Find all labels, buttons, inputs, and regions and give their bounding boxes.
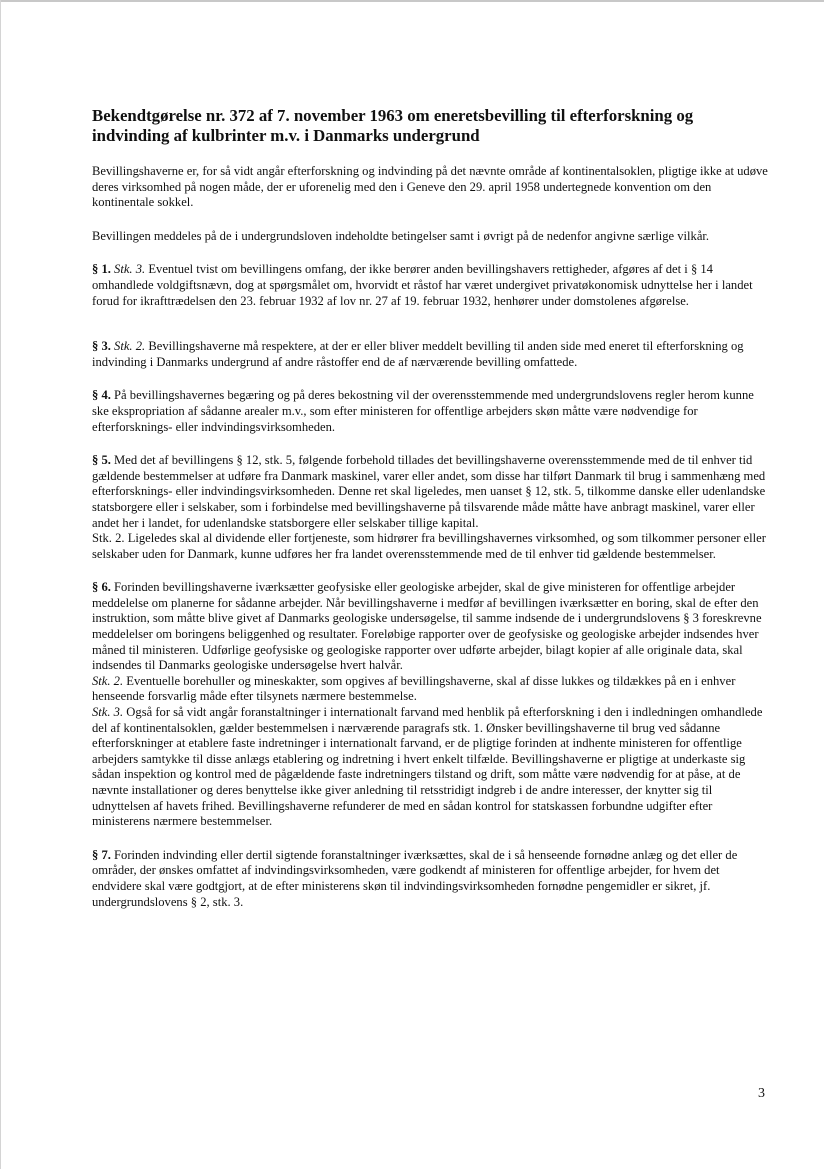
section-6-text: Forinden bevillingshaverne iværksætter geofysiske eller geologiske arbejder, skal de give ministeren for offentlige arbejder meddelelse om planerne for sådanne arbejder. Når bevillingshaverne i medfør af bevillingen iværksætter en boring, skal de efter den instruktion, som måtte blive givet af Danmarks geologiske undersøgelse, til samme indsende de i undergrundslovens § 3 foreskrevne meddelelser om boringens beliggenhed og resultater. Foreløbige rapporter over de geofysiske og geologiske arbejder indsendes hver måned til ministeren. Udførlige geofysiske og geologiske rapporter over udførte arbejder, bilagt kopier af alle originale data, skal indsendes til Danmarks geologiske undersøgelse hvert halvår. — [92, 580, 762, 673]
section-6-stk-2-label: Stk. 2. — [92, 673, 124, 688]
section-1 — [92, 262, 768, 309]
section-6-stk-3 — [92, 705, 768, 830]
intro-paragraph-2: Bevillingen meddeles på de i undergrundsloven indeholdte betingelser samt i øvrigt på de nedenfor angivne særlige vilkår. — [92, 228, 710, 243]
section-7-heading: § 7. — [92, 847, 111, 862]
section-6-heading: § 6. — [92, 580, 111, 595]
page-number: 3 — [758, 1086, 765, 1101]
section-6-stk-2 — [92, 674, 768, 705]
section-1-stk-label: Stk. 3. — [114, 262, 146, 277]
section-5-text: Med det af bevillingens § 12, stk. 5, følgende forbehold tillades det bevillingshaverne overensstemmende med de til enhver tid gældende bestemmelser at udføre fra Danmark maskinel, varer eller andet, som disse har tilført Danmark til brug i sammenhæng med efterforsknings- eller indvindingsvirksomheden. Denne ret skal ligeledes, men uanset § 12, stk. 5, tilkomme danske eller udenlandske statsborgere eller i selskaber, som i forbindelse med bevillingshaverne på tilsvarende måde måtte have anbragt maskinel, varer eller andet her i landet, for udenlandske statsborgere eller selskaber tillige kapital. — [92, 453, 766, 530]
section-7-text: Forinden indvinding eller dertil sigtende foranstaltninger iværksættes, skal de i så henseende fornødne anlæg og det eller de områder, der ønskes omfattet af indvindingsvirksomheden, være godkendt af ministeren for offentlige arbejder, for hvem det endvidere skal være godtgjort, at de efter ministerens skøn til indvindingsvirksomheden fornødne pengemidler er sikret, jf. undergrundslovens § 2, stk. 3. — [92, 847, 738, 909]
section-6-stk-3-label: Stk. 3. — [92, 705, 124, 720]
section-1-heading: § 1. — [92, 262, 111, 277]
section-4-text: På bevillingshavernes begæring og på deres bekostning vil der overensstemmende med undergrundslovens regler herom kunne ske ekspropriation af sådanne arealer m.v., som efter ministeren for offentlige arbejders skøn måtte være nødvendige for efterforsknings- eller indvindingsvirksomheden. — [92, 388, 754, 434]
section-5-stk-1 — [92, 453, 768, 531]
section-4 — [92, 388, 768, 435]
section-6-stk-3-text: Også for så vidt angår foranstaltninger i internationalt farvand med henblik på efterforskning i den i indledningen omhandlede del af kontinentalsoklen, gælder bestemmelsen i nærværende paragrafs stk. 1. Ønsker bevillingshaverne til brug ved sådanne efterforskninger at etablere faste indretninger i internationalt farvand, er de pligtige forinden at indhente ministeren for offentlige arbejders samtykke til disse anlægs etablering og indretning i hvert enkelt tilfælde. Bevillingshaverne er pligtige at underkaste sig sådan inspektion og kontrol med de pågældende faste indretningers tilstand og drift, som måtte være nødvendig for at påse, at de nævnte installationer og deres benyttelse ikke giver anledning til retsstridigt indgreb i de andre interesser, der knytter sig til udnyttelsen af havets frihed. Bevillingshaverne refunderer de med en sådan kontrol for statskassen forbundne udgifter efter ministerens nærmere bestemmelser. — [92, 705, 763, 829]
section-3-text: Bevillingshaverne må respektere, at der er eller bliver meddelt bevilling til anden side med eneret til efterforskning og indvinding i Danmarks undergrund af andre råstoffer end de af nærværende bevilling omfattede. — [92, 339, 744, 369]
document-title: Bekendtgørelse nr. 372 af 7. november 1963 om eneretsbevilling til efterforskning og indvinding af kulbrinter m.v. i Danmarks undergrund — [92, 106, 694, 145]
section-6-stk-2-text: Eventuelle borehuller og mineskakter, som opgives af bevillingshaverne, skal af disse lukkes og tildækkes på en i enhver henseende forsvarlig måde efter tilsynets nærmere bestemmelse. — [92, 673, 736, 704]
section-5-heading: § 5. — [92, 453, 111, 468]
section-3-stk-label: Stk. 2. — [114, 339, 146, 354]
section-7 — [92, 848, 768, 910]
document-body — [92, 106, 768, 928]
section-5-stk-2: Stk. 2. Ligeledes skal al dividende eller fortjeneste, som hidrører fra bevillingshavernes virksomhed, og som tilkommer personer eller selskaber uden for Danmark, kunne udføres her fra landet overensstemmende med de til enhver tid gældende bestemmelser. — [92, 531, 766, 561]
section-6 — [92, 580, 768, 830]
scan-border-top — [0, 0, 824, 2]
section-6-stk-1 — [92, 580, 768, 674]
scan-border-left — [0, 0, 1, 1169]
section-3-heading: § 3. — [92, 339, 111, 354]
intro-paragraph-1: Bevillingshaverne er, for så vidt angår efterforskning og indvinding på det nævnte område af kontinentalsoklen, pligtige ikke at udøve deres virksomhed på nogen måde, der er uforenelig med den i Geneve den 29. april 1958 undertegnede konvention om den kontinentale sokkel. — [92, 164, 768, 210]
section-3 — [92, 339, 768, 370]
section-4-heading: § 4. — [92, 388, 111, 403]
section-5 — [92, 453, 768, 562]
section-1-text: Eventuel tvist om bevillingens omfang, der ikke berører anden bevillingshavers rettigheder, afgøres af det i § 14 omhandlede voldgiftsnævn, dog at spørgsmålet om, hvorvidt et råstof har været undergivet privatøkonomisk udnyttelse her i landet forud for ikrafttrædelsen den 23. februar 1932 af lov nr. 27 af 19. februar 1932, henhører under domstolenes afgørelse. — [92, 262, 753, 308]
